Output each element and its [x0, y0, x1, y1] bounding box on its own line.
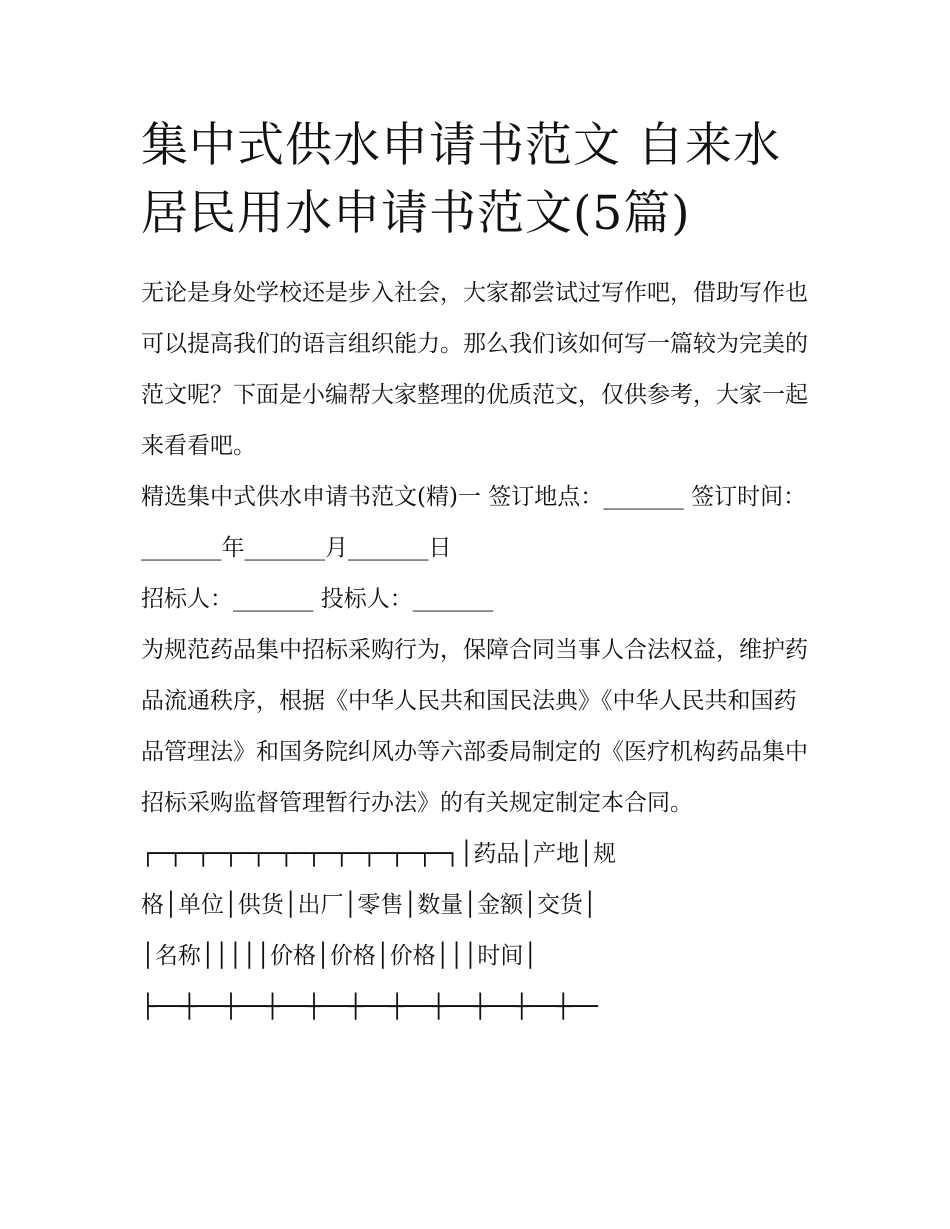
document-page — [141, 112, 813, 1033]
table-line-4: ├──┼──┼──┼──┼──┼──┼──┼──┼──┼──┼── — [141, 994, 598, 1020]
sign-info-paragraph: 精选集中式供水申请书范文(精)一 签订地点：_______ 签订时间：_______年_______月_______日 — [141, 484, 807, 561]
parties-line: 招标人：_______ 投标人：_______ — [141, 586, 494, 612]
drug-table-text — [141, 829, 813, 1033]
table-line-2: 格│单位│供货│出厂│零售│数量│金额│交货│ — [141, 892, 597, 918]
table-line-1: ┌─┬─┬─┬─┬─┬─┬─┬─┬─┬─┬─┐│药品│产地│规 — [141, 841, 617, 867]
intro-paragraph: 无论是身处学校还是步入社会，大家都尝试过写作吧，借助写作也可以提高我们的语言组织能力。那么我们该如何写一篇较为完美的范文呢？下面是小编帮大家整理的优质范文，仅供参考，大家一起来看看吧。 — [141, 280, 808, 459]
table-line-3: │名称│││││价格│价格│价格│││时间│ — [141, 943, 538, 969]
purpose-paragraph: 为规范药品集中招标采购行为，保障合同当事人合法权益，维护药品流通秩序，根据《中华人民共和国民法典》《中华人民共和国药品管理法》和国务院纠风办等六部委局制定的《医疗机构药品集中招标采购监督管理暂行办法》的有关规定制定本合同。 — [141, 637, 808, 816]
document-title: 集中式供水申请书范文 自来水居民用水申请书范文(5篇) — [141, 118, 781, 241]
